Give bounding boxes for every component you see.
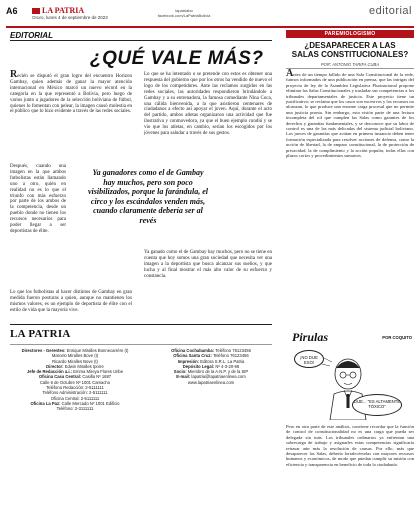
masthead-divider [10,324,272,325]
masthead-value: Nº 4-3-20-96 [215,363,240,369]
masthead-value: Ricardo Miralles Bove (t) [52,358,98,364]
flag-icon [32,8,40,14]
masthead-key: Socio: [173,369,188,375]
cartoon-title: Pirulas [292,330,329,344]
masthead-value: Teléfono 76123456 [213,353,249,359]
masthead-value: Edwin Miralles Iporre [64,363,104,369]
page-header [6,4,414,26]
social-links [154,8,214,18]
editorial-paragraph-3: Después, cuando una imagen en la que ambos futbolistas están llamando uno a otro, quién en realidad no es lo que el triunfo con más esfuerzo por parte de los ambos de la competencia, desde un pueblo donde no tienen los recursos necesarios para poder llegar a ser deportistas de élite. [10,164,66,234]
section-title: editorial [368,5,412,17]
logo-text: LA PATRIA [42,6,85,15]
masthead-value: Teléfono Administración: 2-5111111 [42,390,108,396]
editorial-paragraph-2: Lo que se ha intentado o se pretende con estos es obtener una respuesta del gobierno que por los otros ha vendido de nuevo el logo de los competidores. Ante las reclamos surgidos en las redes sociales, las autoridades respondieron brindándole a Gambay y a su entrenadora, la famosa comediante Nina Coca, una cálida bienvenida, a la que asistieron centenares de ciudadanos a efecto así apoyar el joven. Aquí, durante el acto del partido, ambos atletas organizaron una actividad que fue ilustrativa y conmovedora, ya que el buen ejemplo cundió y se vio que los atletas, en cambio, serían los escogidos por los jóvenes para saludar a través de sus gestos. [144,72,272,137]
masthead-value: lapatria@lapatriaenlinea.com [191,374,246,380]
pull-quote: Ya ganadores como el de Gambay hay muchos, pero son poco visibilizados, porque la farándula, el circo y los escándalos venden más, cuando claramente debería ser al revés [87,168,208,225]
column-tag: PAREMIOLOGISMO [286,30,414,38]
article-body-continued: Pero en otra parte de este análisis, conviene recordar que la función de control de constitucionalidad no es una carga que pueda ser delegada sin más. Los tribunales ordinarios ya enfrentan una sobrecarga de trabajo y asignarles estas competencias significaría retrasar aún más la resolución de causas. Por ello, más que desaparecer las Salas, debería fortalecérselas con mayores recursos humanos y económicos, de modo que puedan cumplir su misión con eficiencia y transparencia en beneficio de toda la ciudadanía. [286,424,414,467]
masthead-key: Directores - Gerentes: [21,348,67,353]
editorial-label: EDITORIAL [10,31,53,40]
masthead-value: Teléfono: 2-3111111 [56,406,94,412]
masthead-value: Calle Mercado Nº 1001 Edificio [61,400,120,406]
masthead-value: Calle 6 de Octubre Nº 1001 Camacho [39,379,111,385]
page-number: A6 [6,6,18,16]
editorial-paragraph-5: Ya ganado como el de Gambay hay muchos, pero no se tiene en cuenta que hoy somos una gran sociedad que necesita ver una imagen a la deportista que busca alcanzar sus sueños, y que lucha y al final mostrar el más alto valor de su esfuerzo y constancia. [144,250,272,279]
masthead-value: Editora S.R.L. La Patria [200,358,245,364]
masthead-key: Oficina La Paz: [30,400,62,406]
masthead-line [10,344,272,345]
facebook-link[interactable]: facebook.com/LaPatriaBolivia [157,13,211,18]
masthead-key: Impresión: [177,358,201,364]
cartoon-author: POR COQUITO [382,335,412,340]
masthead-key: Oficina Santa Cruz: [173,353,214,359]
masthead-key: Oficina Casa Central: [38,374,83,380]
editorial-divider [10,40,272,41]
masthead-value: Emma Mireya Flores Uribe [73,369,124,375]
masthead-value: Enrique Miralles Bonnecarrère (t) [66,348,129,353]
article-title: ¿DESAPARECER A LAS SALAS CONSTITUCIONALES? [291,41,409,59]
masthead-value: Oficina Central: 2-5111111 [50,395,100,401]
editorial-title: ¿QUÉ VALE MÁS? [90,48,264,69]
article-divider [286,68,414,69]
publication-date: Oruro, lunes 4 de septiembre de 2023 [32,15,108,20]
masthead-key: Director: [46,363,65,369]
masthead-value: Casilla Nº 1687 [82,374,112,380]
masthead-contacts [150,348,272,385]
masthead-line-item [10,406,140,411]
article-body: Antes de un tiempo fallido de una Sala Constitucional de la sede, fuimos informados de una publicación en prensa, que las intrigas del proyecto de ley de la Asamblea Legislativa Plurinacional propone eliminar las Salas Constitucionales y trasladar sus competencias a los tribunales departamentales de justicia. Este proyecto tiene un justificativo; se reclama que los casos son excesivos y los recursos no alcanzan, lo que produce una enorme carga procesal que no permite una justicia pronta. Sin embargo, esta visión parte de una lectura incompleta del rol que cumplen las Salas como garantes de los derechos y garantías fundamentales, y se desconoce que su labor de control es una de las más delicadas del sistema judicial boliviano. Los jueces de garantías que actúan en primera instancia deben tener formación especializada para resolver acciones de defensa, como la acción de libertad, la de amparo constitucional, la de protección de privacidad, la de cumplimiento y la acción popular, todas ellas con plazos cortos y procedimientos sumarios. [286,68,414,159]
masthead-value: Marcelo Miralles Bove (t) [51,353,99,359]
masthead-line-item [150,380,272,385]
speech-bubble-1: ¡NO DIJE ESO! [294,350,324,368]
masthead-key: Oficina Cochabamba: [171,348,216,353]
speech-bubble-2: DIJE... "ES ALTAMENTE TÓXICO" [352,394,402,416]
masthead-value: www.lapatriaenlinea.com [187,379,235,385]
editorial-paragraph-4: Lo que los futbolistas al hacer distintos de Gambay en gran medida fueron posturas a quien, aunque no mantienen los mismos valores, es un ejemplo de deportista de élite con el estilo de vida que la mayoría vive. [10,290,132,313]
social-handle[interactable]: lapatriabo [175,8,193,13]
masthead-value: Teléfono 76123456 [215,348,251,353]
masthead-value: Teléfono Redacción: 2-5111111 [46,385,104,391]
article-author: POR: ANTONIO TARIFA CUBA [320,62,380,67]
header-divider [6,26,414,28]
editorial-paragraph-1: Recién se disputó el gran logro del encuentro Horizon Gambay, quien además de ganar la mayor atención internacional en México marcó un nuevo récord en la categoría en la que representó a Bolivia, pero luego de varios junto a jugadores de la selección boliviana de fútbol, quienes lo fomentan con pelear, la imagen causó molestia en el público que lo hizo evidente a través de las redes sociales. [10,69,132,115]
masthead-key: Jefe de Redacción a.i.: [26,369,74,375]
masthead-credits [10,348,140,412]
masthead-key: E-mail: [176,374,192,380]
cartoon [286,328,414,420]
masthead-logo: LA PATRIA [10,328,71,340]
masthead-key: Depósito Legal: [182,363,216,369]
newspaper-logo [32,6,84,15]
masthead-value: Miembro de la A.N.P. y de la SIP [187,369,249,375]
